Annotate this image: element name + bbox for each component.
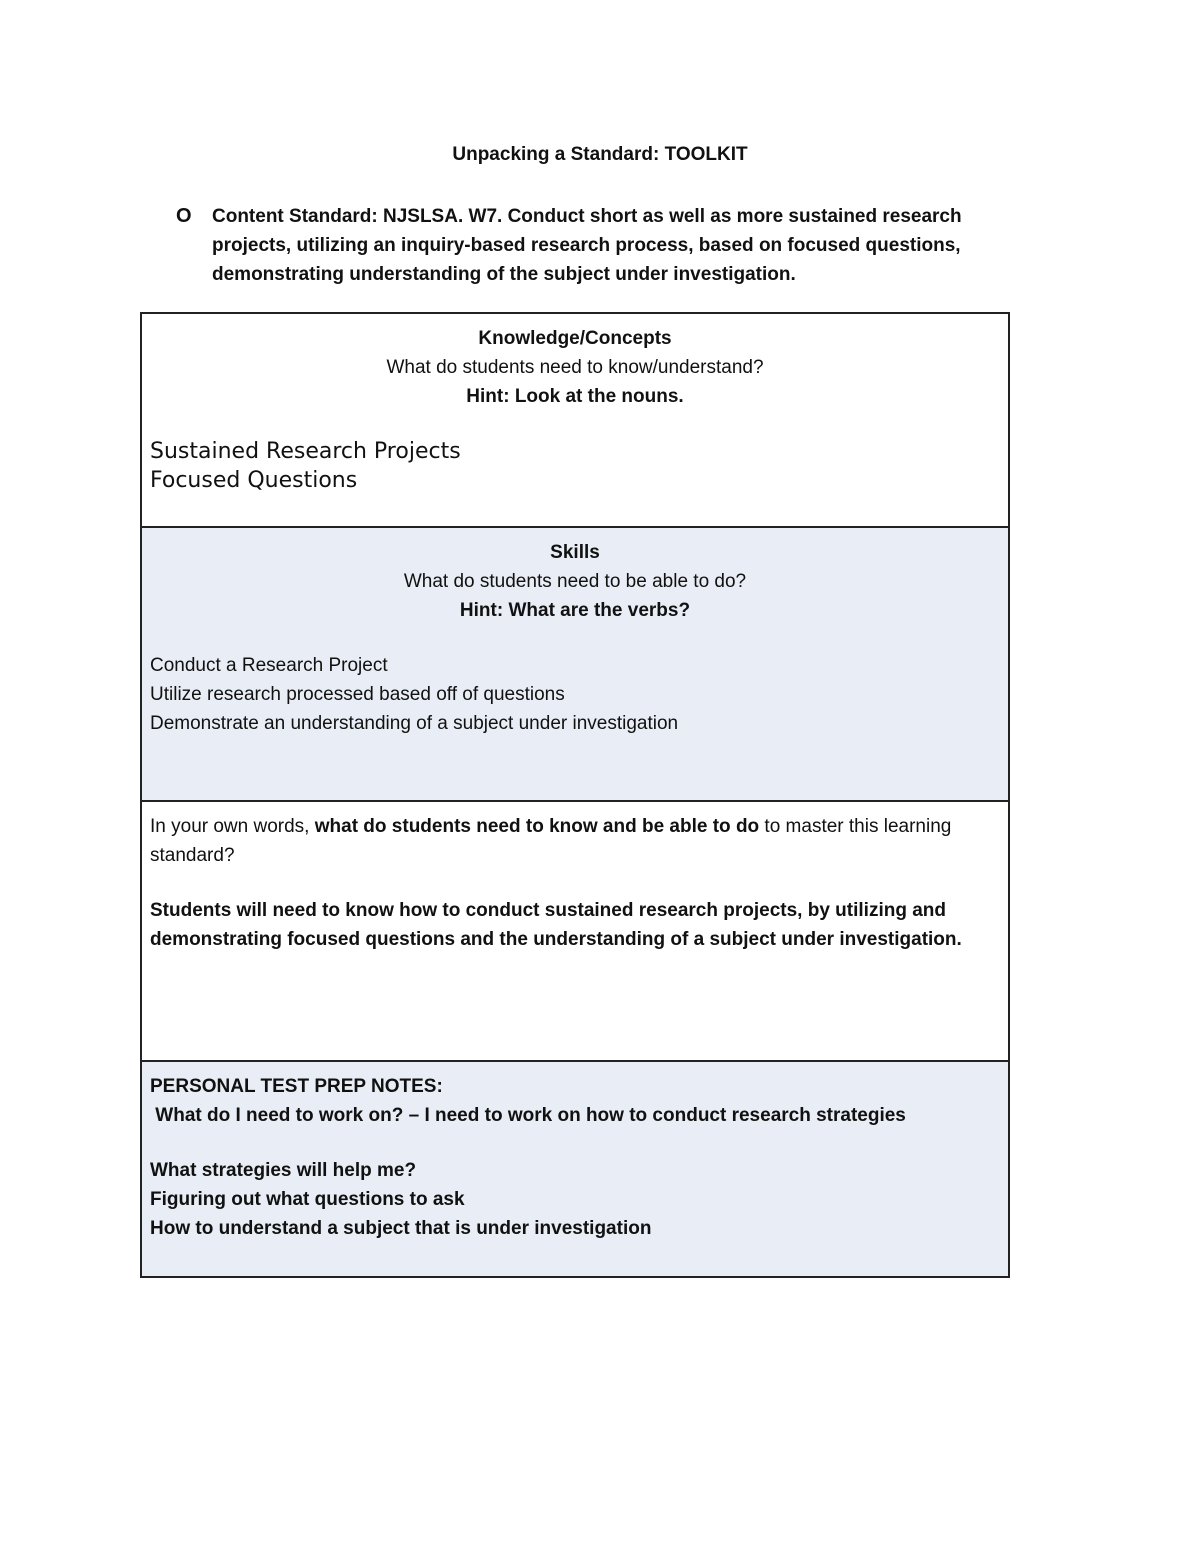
skills-answer: Conduct a Research Project [150, 655, 388, 676]
content-standard [176, 202, 1016, 289]
notes-strategies-question: What strategies will help me? [150, 1160, 417, 1181]
skills-answer: Utilize research processed based off of questions [150, 684, 565, 705]
toolkit-table [140, 312, 1010, 1278]
skills-question: What do students need to be able to do? [403, 571, 747, 592]
spacer [150, 625, 1000, 651]
own-words-answer: Students will need to know how to conduct sustained research projects, by utilizing and demonstrating focused questions and the understanding of a subject under investigation. [150, 900, 962, 950]
skills-answer: Demonstrate an understanding of a subject under investigation [150, 713, 679, 734]
spacer [150, 870, 1000, 896]
skills-cell [142, 526, 1008, 800]
knowledge-question: What do students need to know/understand? [386, 357, 764, 378]
skills-heading: Skills [550, 542, 600, 563]
content-standard-text: Content Standard: NJSLSA. W7. Conduct short as well as more sustained research projects, utilizing an inquiry-based research process, based on focused questions, demonstrating understanding of the subject under investigation. [212, 206, 962, 285]
bullet-icon: O [176, 205, 192, 227]
notes-strategy-item: How to understand a subject that is under investigation [150, 1218, 652, 1239]
knowledge-answer: Sustained Research Projects [150, 439, 461, 464]
own-words-prompt-start: In your own words, [150, 816, 315, 837]
skills-hint: Hint: What are the verbs? [459, 600, 691, 621]
own-words-prompt-bold: what do students need to know and be able to do [314, 816, 760, 837]
knowledge-hint: Hint: Look at the nouns. [466, 386, 684, 407]
spacer [150, 1130, 1000, 1156]
own-words-prompt [150, 812, 1000, 870]
notes-strategy-item: Figuring out what questions to ask [150, 1189, 465, 1210]
notes-heading: PERSONAL TEST PREP NOTES: [150, 1076, 443, 1097]
own-words-prompt-end: to master this learning standard? [150, 816, 952, 866]
page-title: Unpacking a Standard: TOOLKIT [452, 144, 748, 165]
notes-work-on: What do I need to work on? – I need to work on how to conduct research strategies [150, 1105, 906, 1126]
knowledge-cell [142, 314, 1008, 526]
knowledge-heading: Knowledge/Concepts [478, 328, 672, 349]
own-words-cell [142, 800, 1008, 1060]
spacer [150, 411, 1000, 437]
knowledge-answer: Focused Questions [150, 468, 358, 493]
test-prep-notes-cell [142, 1060, 1008, 1276]
